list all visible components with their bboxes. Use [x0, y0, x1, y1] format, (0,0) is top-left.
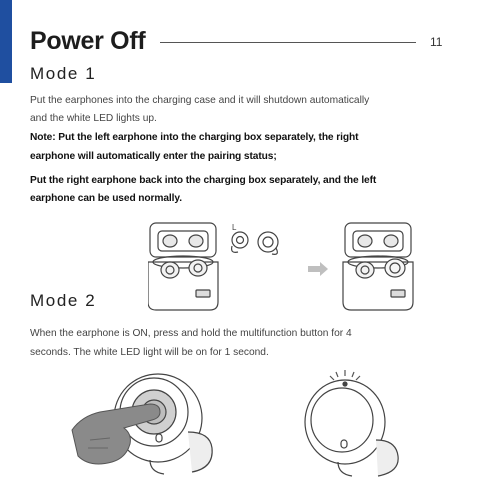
- mode1-line-1: Put the earphones into the charging case and it will shutdown automatically: [30, 95, 370, 106]
- charging-case-left: [148, 223, 218, 310]
- mode1-heading: Mode 1: [30, 64, 97, 83]
- mode2-line-1: When the earphone is ON, press and hold the multifunction button for 4: [30, 328, 352, 339]
- mode1-note-line-4: earphone can be used normally.: [30, 193, 182, 204]
- title-divider: [160, 42, 416, 43]
- mode1-note-line-1: Note: Put the left earphone into the charging box separately, the right: [30, 132, 359, 143]
- mode2-line-2: seconds. The white LED light will be on for 1 second.: [30, 347, 269, 358]
- mode2-heading: Mode 2: [30, 291, 97, 310]
- mode1-note-line-2: earphone will automatically enter the pairing status;: [30, 151, 277, 162]
- earphone-pair-small: [232, 223, 278, 254]
- page-number: 11: [430, 35, 443, 49]
- mode1-illustration: [148, 218, 448, 313]
- mode1-note-line-3: Put the right earphone back into the charging box separately, and the left: [30, 175, 377, 186]
- arrow-icon: [308, 262, 328, 276]
- page-title: Power Off: [30, 27, 146, 55]
- accent-side-bar: [0, 0, 12, 83]
- svg-text:L: L: [232, 223, 237, 232]
- charging-case-right: [343, 223, 413, 310]
- mode2-illustration: [70, 368, 410, 481]
- earphone-led-on: [305, 370, 398, 476]
- mode1-line-2: and the white LED lights up.: [30, 113, 157, 124]
